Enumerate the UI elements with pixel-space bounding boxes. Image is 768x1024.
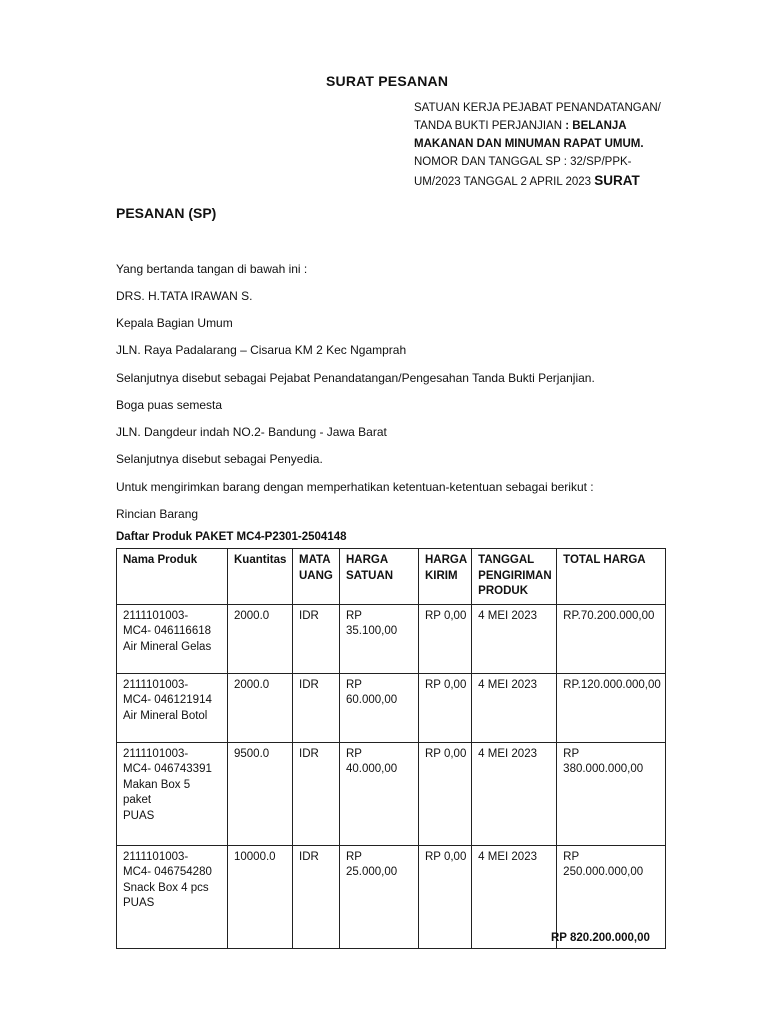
cell-product-name: 2111101003- MC4- 046116618 Air Mineral Gelas (117, 604, 228, 673)
cell-total: RP.120.000.000,00 (557, 673, 666, 742)
document-subtitle: PESANAN (SP) (116, 205, 217, 221)
cell-quantity: 2000.0 (228, 673, 293, 742)
cell-date: 4 MEI 2023 (472, 742, 557, 845)
cell-unit-price: RP 40.000,00 (340, 742, 419, 845)
cell-total: RP 250.000.000,00 (557, 845, 666, 948)
header-line-1-text: SATUAN KERJA PEJABAT PENANDATANGAN/ (414, 102, 661, 114)
header-product-name: Nama Produk (117, 549, 228, 605)
header-line-1 (414, 101, 661, 115)
header-currency: MATA UANG (293, 549, 340, 605)
grand-total: RP 820.200.000,00 (551, 932, 650, 944)
document-title: SURAT PESANAN (326, 73, 449, 89)
table-row (117, 673, 666, 742)
cell-shipping: RP 0,00 (419, 845, 472, 948)
header-line-3 (414, 137, 644, 151)
table-header-row (117, 549, 666, 605)
cell-currency: IDR (293, 742, 340, 845)
cell-currency: IDR (293, 673, 340, 742)
header-unit-price: HARGA SATUAN (340, 549, 419, 605)
provider-role-note: Selanjutnya disebut sebagai Penyedia. (116, 452, 323, 466)
official-address: JLN. Raya Padalarang – Cisarua KM 2 Kec Ngamprah (116, 343, 407, 357)
header-line-4-text: NOMOR DAN TANGGAL SP : 32/SP/PPK- (414, 156, 632, 168)
cell-currency: IDR (293, 604, 340, 673)
cell-total: RP.70.200.000,00 (557, 604, 666, 673)
header-line-3-bold: MAKANAN DAN MINUMAN RAPAT UMUM. (414, 138, 644, 150)
header-line-2-text: TANDA BUKTI PERJANJIAN (414, 120, 566, 132)
cell-unit-price: RP 25.000,00 (340, 845, 419, 948)
provider-address: JLN. Dangdeur indah NO.2- Bandung - Jawa Barat (116, 425, 387, 439)
official-position: Kepala Bagian Umum (116, 316, 233, 330)
header-line-2 (414, 119, 627, 133)
product-table (116, 548, 666, 949)
cell-product-name: 2111101003- MC4- 046754280 Snack Box 4 pcs PUAS (117, 845, 228, 948)
header-total-price: TOTAL HARGA (557, 549, 666, 605)
cell-shipping: RP 0,00 (419, 742, 472, 845)
provider-name: Boga puas semesta (116, 398, 223, 412)
cell-shipping: RP 0,00 (419, 604, 472, 673)
cell-date: 4 MEI 2023 (472, 845, 557, 948)
table-row (117, 604, 666, 673)
header-line-5 (414, 174, 640, 189)
item-details-label: Rincian Barang (116, 507, 199, 521)
intro-paragraph: Yang bertanda tangan di bawah ini : (116, 262, 308, 276)
header-line-4 (414, 155, 632, 169)
cell-date: 4 MEI 2023 (472, 673, 557, 742)
cell-product-name: 2111101003- MC4- 046121914 Air Mineral Botol (117, 673, 228, 742)
cell-shipping: RP 0,00 (419, 673, 472, 742)
cell-currency: IDR (293, 845, 340, 948)
cell-quantity: 9500.0 (228, 742, 293, 845)
cell-unit-price: RP 60.000,00 (340, 673, 419, 742)
cell-product-name: 2111101003- MC4- 046743391 Makan Box 5 paket PUAS (117, 742, 228, 845)
header-quantity: Kuantitas (228, 549, 293, 605)
cell-unit-price: RP 35.100,00 (340, 604, 419, 673)
header-line-5-text: UM/2023 TANGGAL 2 APRIL 2023 (414, 176, 595, 188)
product-list-title: Daftar Produk PAKET MC4-P2301-2504148 (116, 531, 347, 543)
header-delivery-date: TANGGAL PENGIRIMAN PRODUK (472, 549, 557, 605)
header-line-2-bold: : BELANJA (565, 120, 627, 132)
header-line-5-bold: SURAT (594, 173, 640, 188)
header-shipping-price: HARGA KIRIM (419, 549, 472, 605)
cell-date: 4 MEI 2023 (472, 604, 557, 673)
table-row (117, 742, 666, 845)
cell-total: RP 380.000.000,00 (557, 742, 666, 845)
official-role-note: Selanjutnya disebut sebagai Pejabat Penandatangan/Pengesahan Tanda Bukti Perjanjian. (116, 371, 595, 385)
official-name: DRS. H.TATA IRAWAN S. (116, 289, 253, 303)
cell-quantity: 10000.0 (228, 845, 293, 948)
cell-quantity: 2000.0 (228, 604, 293, 673)
terms-intro: Untuk mengirimkan barang dengan memperhatikan ketentuan-ketentuan sebagai berikut : (116, 480, 594, 494)
